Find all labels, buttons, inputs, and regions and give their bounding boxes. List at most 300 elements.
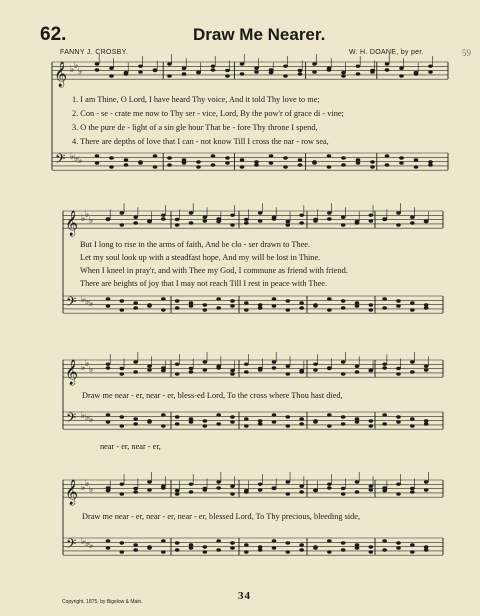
note-head	[244, 218, 249, 221]
flat-icon: ♭	[81, 363, 86, 373]
note-head	[299, 417, 304, 420]
note-head	[95, 68, 100, 71]
note-head	[424, 422, 429, 425]
flat-icon: ♭	[74, 154, 79, 164]
note-head	[396, 223, 401, 226]
note-head	[161, 213, 166, 216]
note-head	[175, 492, 180, 495]
note-head	[203, 488, 208, 491]
note-head	[240, 72, 245, 75]
note-head	[327, 308, 332, 311]
note-head	[341, 422, 346, 425]
note-head	[312, 161, 317, 164]
flat-icon: ♭	[81, 537, 86, 547]
note-head	[312, 62, 317, 65]
note-head	[327, 154, 332, 157]
note-head	[244, 490, 249, 493]
note-head	[286, 492, 291, 495]
note-head	[299, 485, 304, 488]
note-head	[341, 74, 346, 77]
note-head	[327, 366, 332, 369]
note-head	[153, 68, 158, 71]
note-head	[286, 308, 291, 311]
note-head	[216, 480, 221, 483]
note-head	[161, 486, 166, 489]
chorus-echo: near - er, near - er,	[100, 442, 161, 451]
note-head	[341, 360, 346, 363]
bass-clef-icon: 𝄢	[55, 151, 66, 170]
note-head	[382, 366, 387, 369]
flat-icon: ♭	[85, 539, 90, 549]
note-head	[299, 490, 304, 493]
flat-icon: ♭	[74, 61, 79, 71]
note-head	[230, 546, 235, 549]
note-head	[138, 161, 143, 164]
note-head	[424, 488, 429, 491]
treble-clef-icon: 𝄞	[65, 360, 79, 385]
note-head	[369, 419, 374, 422]
note-head	[106, 217, 111, 220]
note-head	[272, 217, 277, 220]
note-head	[299, 213, 304, 216]
note-head	[106, 539, 111, 542]
note-head	[341, 487, 346, 490]
note-head	[95, 62, 100, 65]
note-head	[356, 64, 361, 67]
note-head	[196, 165, 201, 168]
note-head	[216, 306, 221, 309]
hymn-title: Draw Me Nearer.	[193, 25, 326, 44]
note-head	[244, 550, 249, 553]
note-head	[327, 165, 332, 168]
flat-icon: ♭	[85, 210, 90, 220]
note-head	[341, 163, 346, 166]
note-head	[355, 301, 360, 304]
flat-icon: ♭	[89, 485, 94, 495]
note-head	[396, 546, 401, 549]
note-head	[175, 422, 180, 425]
note-head	[244, 417, 249, 420]
note-head	[216, 297, 221, 300]
note-head	[182, 67, 187, 70]
note-head	[225, 156, 230, 159]
note-head	[124, 163, 129, 166]
note-head	[120, 424, 125, 427]
note-head	[120, 415, 125, 418]
note-head	[167, 74, 172, 77]
note-head	[369, 550, 374, 553]
note-head	[203, 360, 208, 363]
note-head	[196, 70, 201, 73]
verse-line-2: 2. Con - se - crate me now to Thy ser - vice, Lord, By the pow'r of grace di - vine;	[72, 109, 344, 118]
refrain-line-4: There are heights of joy that I may not reach Till I rest in peace with Thee.	[80, 279, 328, 288]
note-head	[244, 370, 249, 373]
note-head	[106, 366, 111, 369]
note-head	[355, 546, 360, 549]
note-head	[225, 74, 230, 77]
note-head	[385, 68, 390, 71]
note-head	[230, 485, 235, 488]
note-head	[240, 62, 245, 65]
note-head	[355, 304, 360, 307]
note-head	[175, 548, 180, 551]
note-head	[272, 413, 277, 416]
note-head	[396, 211, 401, 214]
note-head	[133, 487, 138, 490]
note-head	[175, 372, 180, 375]
note-head	[254, 67, 259, 70]
page-number: 34	[238, 590, 251, 602]
note-head	[312, 70, 317, 73]
note-head	[269, 154, 274, 157]
note-head	[109, 165, 114, 168]
note-head	[189, 304, 194, 307]
note-head	[161, 550, 166, 553]
note-head	[272, 297, 277, 300]
note-head	[269, 68, 274, 71]
note-head	[230, 415, 235, 418]
note-head	[286, 299, 291, 302]
note-head	[382, 306, 387, 309]
note-head	[161, 539, 166, 542]
note-head	[203, 219, 208, 222]
note-head	[175, 415, 180, 418]
note-head	[120, 367, 125, 370]
note-head	[216, 413, 221, 416]
note-head	[106, 546, 111, 549]
note-head	[424, 545, 429, 548]
note-head	[258, 368, 263, 371]
note-head	[216, 422, 221, 425]
note-head	[299, 221, 304, 224]
flat-icon: ♭	[85, 413, 90, 423]
note-head	[230, 420, 235, 423]
note-head	[385, 163, 390, 166]
note-head	[424, 365, 429, 368]
note-head	[313, 304, 318, 307]
note-head	[298, 163, 303, 166]
note-head	[269, 161, 274, 164]
note-head	[399, 67, 404, 70]
note-head	[341, 156, 346, 159]
note-head	[356, 158, 361, 161]
copyright-notice: Copyright, 1875, by Bigelow & Main.	[62, 599, 143, 605]
note-head	[147, 365, 152, 368]
note-head	[382, 217, 387, 220]
flat-icon: ♭	[70, 65, 75, 75]
refrain-line-1: But I long to rise in the arms of faith, And be clo - ser drawn to Thee.	[80, 240, 311, 249]
note-head	[272, 360, 277, 363]
treble-clef-icon: 𝄞	[65, 480, 79, 505]
note-head	[356, 72, 361, 75]
note-head	[396, 299, 401, 302]
note-head	[341, 415, 346, 418]
note-head	[120, 550, 125, 553]
note-head	[382, 422, 387, 425]
flat-icon: ♭	[85, 297, 90, 307]
note-head	[203, 308, 208, 311]
note-head	[414, 158, 419, 161]
note-head	[327, 424, 332, 427]
note-head	[106, 413, 111, 416]
note-head	[396, 372, 401, 375]
note-head	[327, 413, 332, 416]
bass-clef-icon: 𝄢	[66, 410, 77, 429]
note-head	[396, 492, 401, 495]
note-head	[299, 301, 304, 304]
note-head	[283, 156, 288, 159]
flat-icon: ♭	[89, 216, 94, 226]
verse-line-1: 1. I am Thine, O Lord, I have heard Thy voice, And it told Thy love to me;	[72, 95, 320, 104]
flat-icon: ♭	[81, 483, 86, 493]
note-head	[272, 420, 277, 423]
chorus-line-2: Draw me near - er, near - er, near - er, blessed Lord, To Thy precious, bleeding side,	[82, 512, 361, 521]
note-head	[313, 219, 318, 222]
bass-clef-icon: 𝄢	[66, 536, 77, 555]
note-head	[120, 308, 125, 311]
refrain-line-3: When I kneel in pray'r, and with Thee my God, I commune as friend with friend.	[80, 266, 348, 275]
note-head	[396, 482, 401, 485]
note-head	[211, 68, 216, 71]
note-head	[230, 372, 235, 375]
note-head	[283, 165, 288, 168]
note-head	[189, 482, 194, 485]
note-head	[106, 297, 111, 300]
note-head	[356, 161, 361, 164]
note-head	[211, 154, 216, 157]
note-head	[428, 160, 433, 163]
note-head	[382, 539, 387, 542]
note-head	[286, 365, 291, 368]
note-head	[369, 424, 374, 427]
note-head	[133, 216, 138, 219]
note-head	[189, 211, 194, 214]
note-head	[161, 297, 166, 300]
note-head	[286, 541, 291, 544]
note-head	[109, 74, 114, 77]
note-head	[424, 303, 429, 306]
note-head	[189, 420, 194, 423]
note-head	[175, 362, 180, 365]
note-head	[258, 422, 263, 425]
note-head	[396, 420, 401, 423]
note-head	[369, 488, 374, 491]
note-head	[258, 211, 263, 214]
note-head	[399, 74, 404, 77]
note-head	[230, 299, 235, 302]
note-head	[382, 297, 387, 300]
note-head	[244, 424, 249, 427]
note-head	[399, 161, 404, 164]
note-head	[133, 221, 138, 224]
note-head	[396, 415, 401, 418]
note-head	[369, 368, 374, 371]
note-head	[244, 301, 249, 304]
note-head	[138, 70, 143, 73]
note-head	[175, 306, 180, 309]
flat-icon: ♭	[85, 359, 90, 369]
note-head	[272, 366, 277, 369]
note-head	[167, 62, 172, 65]
note-head	[106, 304, 111, 307]
note-head	[355, 221, 360, 224]
note-head	[120, 372, 125, 375]
verse-line-3: 3. O the pure de - light of a sin gle hour That be - fore Thy throne I spend,	[72, 123, 318, 132]
note-head	[272, 546, 277, 549]
note-head	[355, 543, 360, 546]
note-head	[203, 303, 208, 306]
note-head	[167, 163, 172, 166]
note-head	[216, 539, 221, 542]
flat-icon: ♭	[81, 411, 86, 421]
note-head	[299, 370, 304, 373]
note-head	[189, 490, 194, 493]
note-head	[182, 72, 187, 75]
note-head	[225, 161, 230, 164]
note-head	[153, 154, 158, 157]
note-head	[147, 420, 152, 423]
note-head	[299, 422, 304, 425]
note-head	[182, 158, 187, 161]
note-head	[216, 217, 221, 220]
note-head	[244, 308, 249, 311]
note-head	[109, 156, 114, 159]
note-head	[298, 69, 303, 72]
note-head	[216, 548, 221, 551]
note-head	[258, 306, 263, 309]
note-head	[106, 486, 111, 489]
note-head	[410, 308, 415, 311]
note-head	[161, 366, 166, 369]
note-head	[424, 219, 429, 222]
note-head	[258, 303, 263, 306]
note-head	[240, 165, 245, 168]
note-head	[189, 367, 194, 370]
note-head	[124, 158, 129, 161]
note-head	[298, 158, 303, 161]
note-head	[410, 543, 415, 546]
note-head	[341, 306, 346, 309]
note-head	[203, 545, 208, 548]
note-head	[196, 160, 201, 163]
note-head	[286, 223, 291, 226]
note-head	[286, 424, 291, 427]
note-head	[396, 304, 401, 307]
note-head	[203, 424, 208, 427]
flat-icon: ♭	[89, 299, 94, 309]
note-head	[147, 546, 152, 549]
treble-clef-icon: 𝄞	[54, 62, 68, 87]
note-head	[133, 370, 138, 373]
note-head	[147, 219, 152, 222]
note-head	[254, 70, 259, 73]
note-head	[396, 367, 401, 370]
note-head	[341, 372, 346, 375]
note-head	[211, 64, 216, 67]
note-head	[299, 306, 304, 309]
note-head	[382, 548, 387, 551]
note-head	[120, 541, 125, 544]
note-head	[175, 223, 180, 226]
note-head	[203, 550, 208, 553]
verse-line-4: 4. There are depths of love that I can - not know Till I cross the nar - row sea,	[72, 137, 329, 146]
note-head	[424, 480, 429, 483]
note-head	[244, 362, 249, 365]
note-head	[428, 163, 433, 166]
note-head	[399, 156, 404, 159]
flat-icon: ♭	[85, 479, 90, 489]
bass-clef-icon: 𝄢	[66, 294, 77, 313]
note-head	[258, 488, 263, 491]
note-head	[355, 490, 360, 493]
note-head	[133, 548, 138, 551]
note-head	[313, 488, 318, 491]
note-head	[272, 539, 277, 542]
note-head	[313, 368, 318, 371]
note-head	[327, 486, 332, 489]
note-head	[327, 550, 332, 553]
note-head	[175, 489, 180, 492]
note-head	[299, 548, 304, 551]
note-head	[203, 216, 208, 219]
note-head	[355, 365, 360, 368]
note-head	[424, 419, 429, 422]
note-head	[189, 546, 194, 549]
note-head	[133, 543, 138, 546]
note-head	[133, 301, 138, 304]
note-head	[410, 487, 415, 490]
flat-icon: ♭	[89, 415, 94, 425]
note-head	[147, 368, 152, 371]
note-head	[410, 221, 415, 224]
note-head	[410, 424, 415, 427]
treble-clef-icon: 𝄞	[65, 211, 79, 236]
note-head	[175, 218, 180, 221]
hymn-number: 62.	[40, 24, 67, 45]
note-head	[385, 154, 390, 157]
note-head	[133, 306, 138, 309]
note-head	[369, 219, 374, 222]
note-head	[341, 541, 346, 544]
note-head	[286, 550, 291, 553]
note-head	[286, 220, 291, 223]
flat-icon: ♭	[78, 156, 83, 166]
note-head	[410, 417, 415, 420]
note-head	[147, 480, 152, 483]
flat-icon: ♭	[89, 365, 94, 375]
note-head	[203, 419, 208, 422]
note-head	[327, 297, 332, 300]
note-head	[369, 485, 374, 488]
note-head	[189, 370, 194, 373]
note-head	[382, 362, 387, 365]
note-head	[133, 360, 138, 363]
note-head	[109, 67, 114, 70]
note-head	[414, 165, 419, 168]
note-head	[385, 62, 390, 65]
note-head	[327, 482, 332, 485]
lyricist-credit: FANNY J. CROSBY.	[60, 49, 128, 56]
note-head	[120, 223, 125, 226]
note-head	[175, 299, 180, 302]
note-head	[258, 482, 263, 485]
note-head	[254, 160, 259, 163]
note-head	[370, 160, 375, 163]
note-head	[120, 299, 125, 302]
note-head	[286, 372, 291, 375]
note-head	[424, 368, 429, 371]
note-head	[244, 543, 249, 546]
